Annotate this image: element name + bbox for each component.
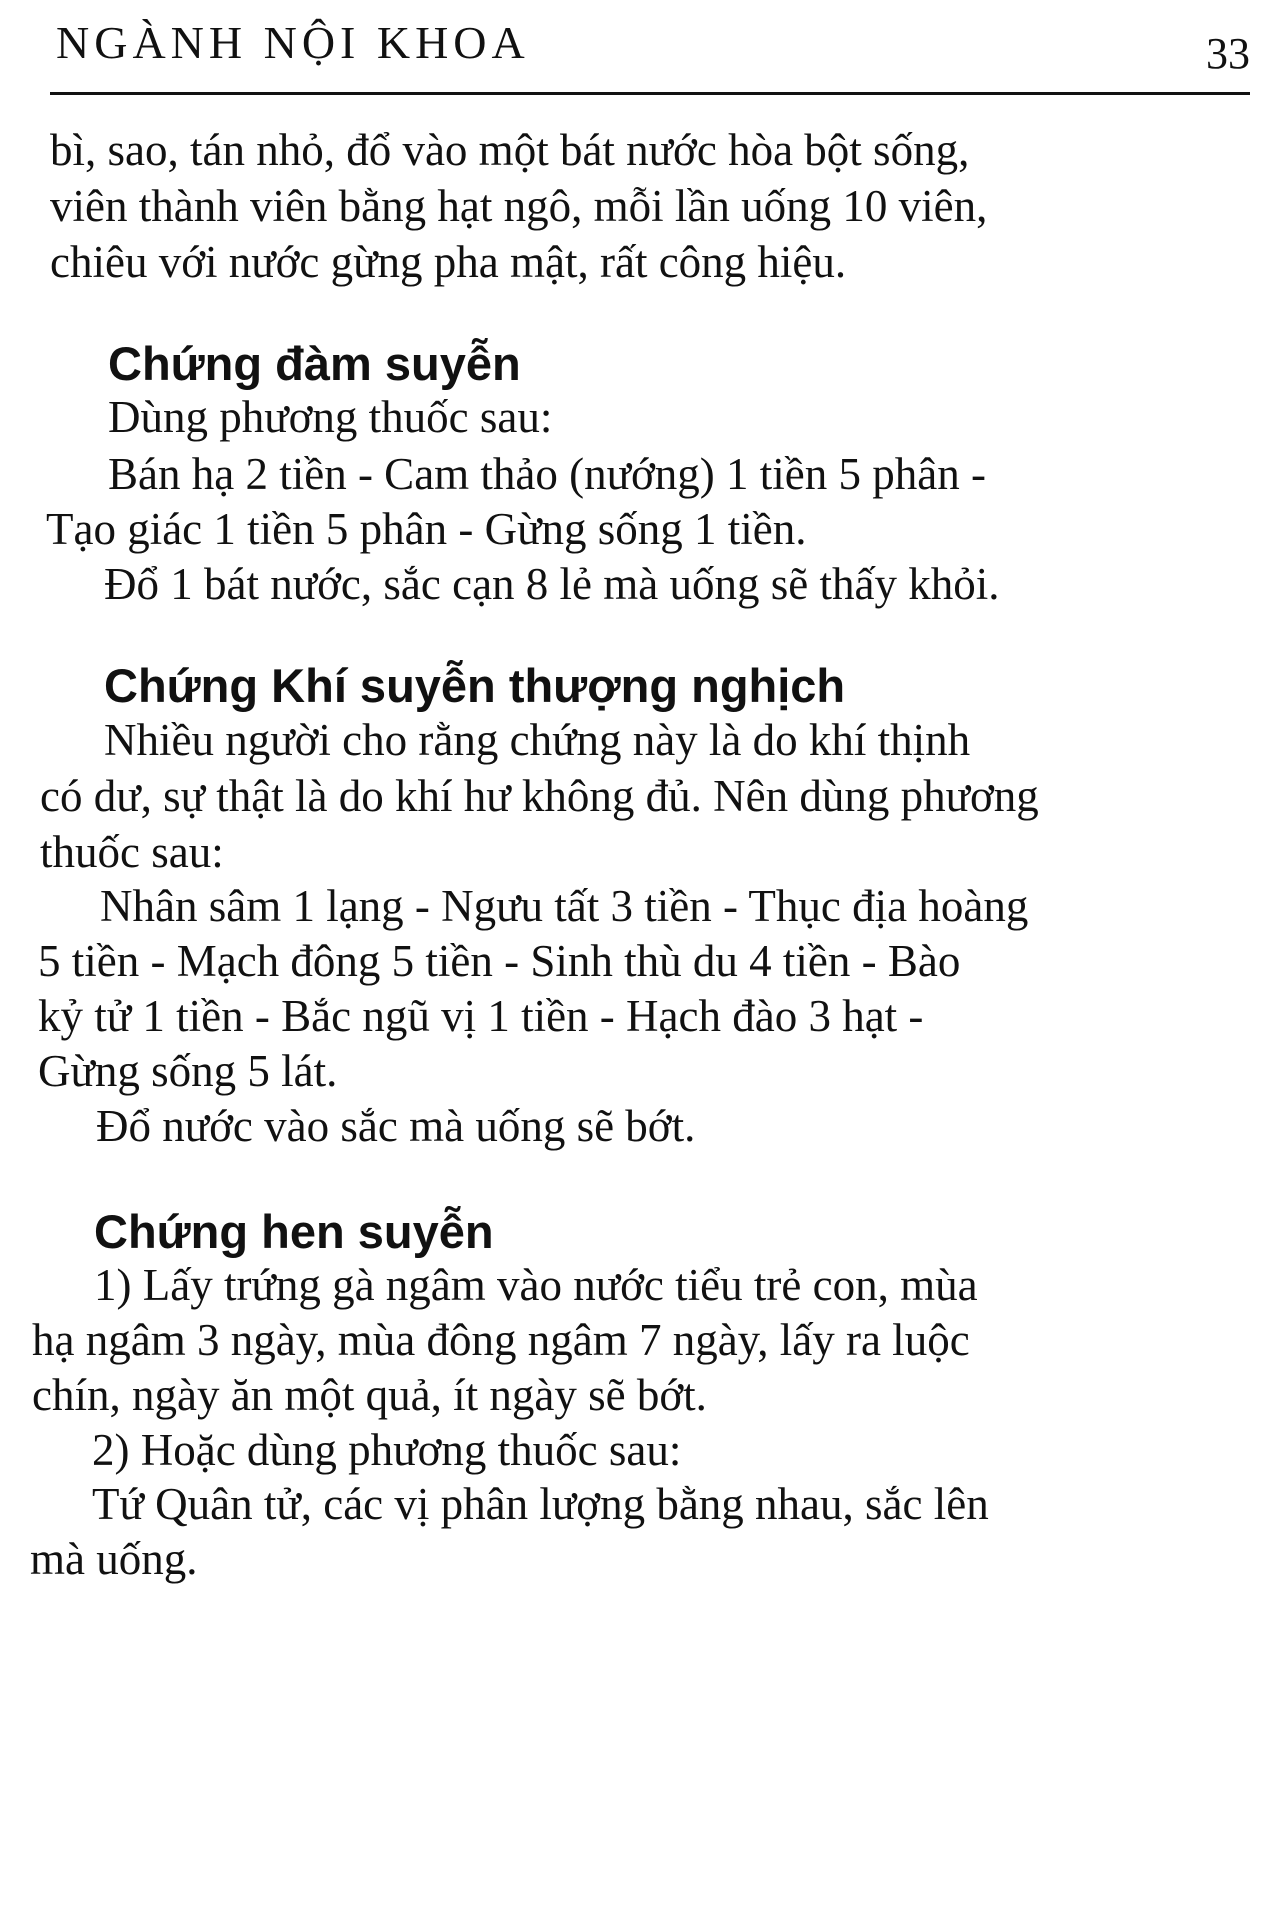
running-header: NGÀNH NỘI KHOA	[56, 17, 530, 68]
text-line: bì, sao, tán nhỏ, đổ vào một bát nước hòa bột sống,	[50, 125, 970, 175]
text-line: Đổ nước vào sắc mà uống sẽ bớt.	[96, 1101, 696, 1151]
text-line: chín, ngày ăn một quả, ít ngày sẽ bớt.	[32, 1370, 707, 1420]
text-line: Nhiều người cho rằng chứng này là do khí thịnh	[104, 715, 971, 765]
text-line: 5 tiền - Mạch đông 5 tiền - Sinh thù du 4 tiền - Bào	[38, 936, 961, 986]
text-line: Tứ Quân tử, các vị phân lượng bằng nhau, sắc lên	[92, 1479, 989, 1529]
text-line: Đổ 1 bát nước, sắc cạn 8 lẻ mà uống sẽ thấy khỏi.	[104, 559, 1000, 609]
text-line: Bán hạ 2 tiền - Cam thảo (nướng) 1 tiền 5 phân -	[108, 449, 986, 499]
text-line: chiêu với nước gừng pha mật, rất công hiệu.	[50, 237, 847, 287]
text-line: 2) Hoặc dùng phương thuốc sau:	[92, 1425, 682, 1475]
section-heading: Chứng hen suyễn	[94, 1205, 494, 1258]
header-divider	[50, 92, 1250, 95]
text-line: Tạo giác 1 tiền 5 phân - Gừng sống 1 tiền.	[46, 504, 807, 554]
section-heading: Chứng Khí suyễn thượng nghịch	[104, 659, 846, 712]
text-line: mà uống.	[30, 1534, 198, 1584]
text-line: hạ ngâm 3 ngày, mùa đông ngâm 7 ngày, lấy ra luộc	[32, 1315, 970, 1365]
text-line: Nhân sâm 1 lạng - Ngưu tất 3 tiền - Thục địa hoàng	[100, 881, 1029, 931]
text-line: Gừng sống 5 lát.	[38, 1046, 338, 1096]
text-line: 1) Lấy trứng gà ngâm vào nước tiểu trẻ con, mùa	[94, 1260, 978, 1310]
text-line: có dư, sự thật là do khí hư không đủ. Nên dùng phương	[40, 771, 1039, 821]
text-line: thuốc sau:	[40, 827, 224, 877]
section-heading: Chứng đàm suyễn	[108, 337, 521, 390]
text-line: Dùng phương thuốc sau:	[108, 392, 553, 442]
text-line: kỷ tử 1 tiền - Bắc ngũ vị 1 tiền - Hạch đào 3 hạt -	[38, 991, 924, 1041]
page-number: 33	[1206, 29, 1250, 78]
text-line: viên thành viên bằng hạt ngô, mỗi lần uống 10 viên,	[50, 181, 988, 231]
